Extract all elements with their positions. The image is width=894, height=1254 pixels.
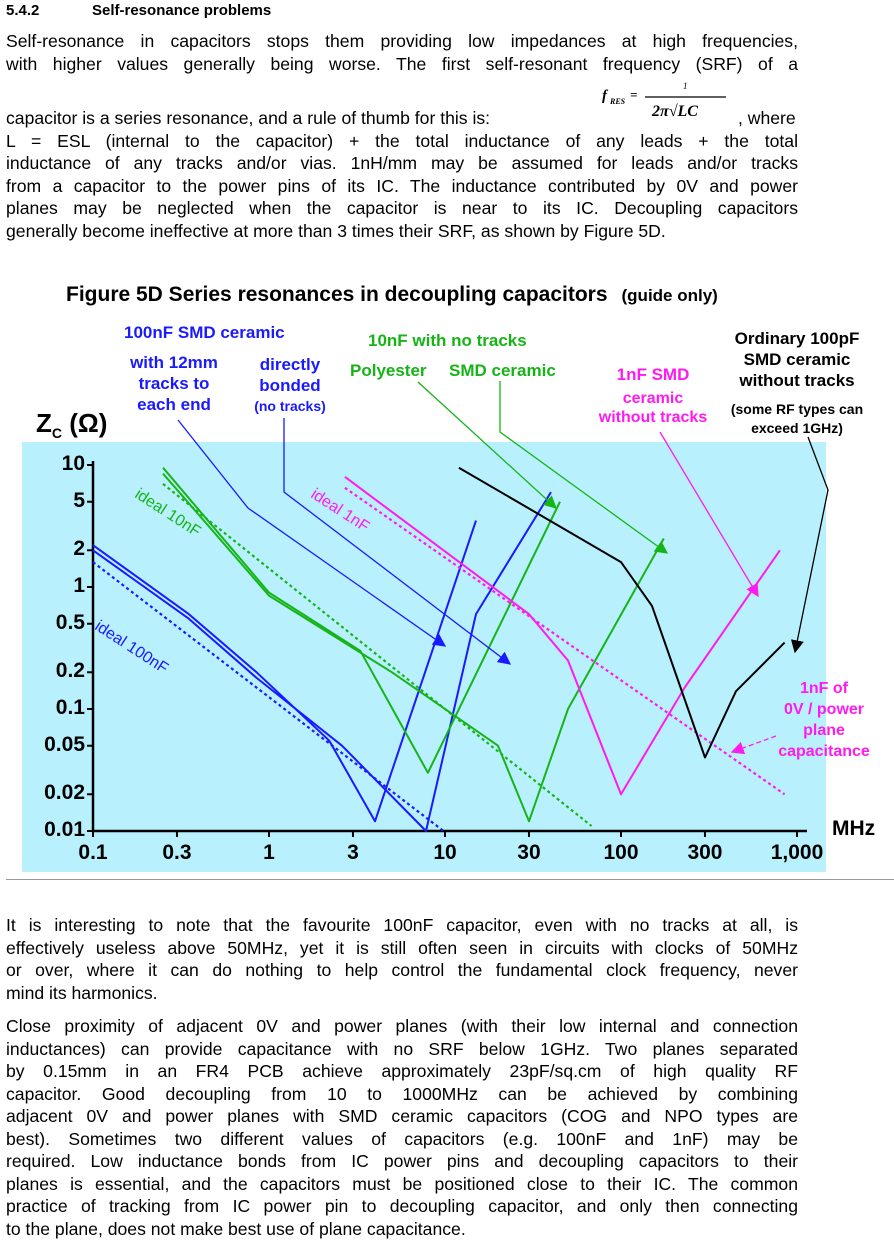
text-line: required. Low inductance bonds from IC power pins and decoupling capacitors to their — [6, 1151, 798, 1171]
ideal-100nF-label: ideal 100nF — [91, 617, 172, 678]
label-line: directly — [259, 355, 321, 374]
y-axis-label-sub: C — [51, 425, 63, 442]
y-tick-label: 0.1 — [55, 696, 85, 719]
text-line: It is interesting to note that the favourite 100nF capacitor, even with no tracks at all, is — [6, 915, 798, 935]
y-axis-label — [36, 408, 107, 448]
text-line: from a capacitor to the power pins of its IC. The inductance contributed by 0V and power — [6, 175, 798, 196]
text-line: effectively useless above 50MHz, yet it is still often seen in circuits with clocks of 50MHz — [6, 937, 798, 958]
label-line: SMD ceramic — [743, 350, 851, 369]
x-tick-label: 30 — [517, 841, 541, 864]
pointer-line — [418, 382, 556, 508]
text-line: or over, where it can do nothing to help control the fundamental clock frequency, never — [6, 960, 798, 980]
magenta-title: 1nF SMD — [616, 365, 690, 384]
divider — [6, 879, 894, 880]
figure-title-text: Figure 5D Series resonances in decoupling capacitors — [66, 283, 608, 306]
label-line: ceramic — [622, 390, 684, 407]
label-line: bonded — [259, 376, 321, 395]
blue-label-a — [116, 352, 232, 415]
pointer-line — [660, 432, 758, 596]
y-tick-label: 2 — [73, 537, 85, 561]
y-tick-label: 0.2 — [55, 659, 85, 683]
text-line: L = ESL (internal to the capacitor) + the total inductance of any leads + the total — [6, 130, 798, 151]
label-line: without tracks — [598, 409, 708, 426]
text-line: adjacent 0V and power planes with SMD ceramic capacitors (COG and NPO types are — [6, 1106, 798, 1126]
formula-sub: RES — [610, 97, 626, 106]
label-line: without tracks — [739, 371, 855, 390]
clock-paragraph — [6, 914, 798, 1004]
label-line: each end — [137, 395, 211, 414]
label-line: exceed 1GHz) — [751, 420, 843, 436]
magenta-sub — [588, 389, 718, 427]
text-line: to the plane, does not make best use of plane capacitance. — [6, 1218, 466, 1239]
text-line: best). Sometimes two different values of capacitors (e.g. 100nF and 1nF) may be — [6, 1128, 798, 1149]
where-text: , where — [738, 108, 796, 128]
x-tick-label: 0.1 — [78, 841, 108, 864]
y-tick-label: 0.05 — [44, 732, 85, 756]
series-line — [163, 474, 664, 822]
x-tick-label: 0.3 — [162, 841, 192, 864]
label-note: (no tracks) — [254, 398, 326, 414]
text-line: capacitor. Good decoupling from 10 to 1000MHz can be achieved by combining — [6, 1083, 798, 1104]
x-axis-label: MHz — [832, 817, 876, 840]
black-note — [722, 400, 872, 438]
label-line: Ordinary 100pF — [734, 329, 860, 348]
text-line: inductances) can provide capacitance with no SRF below 1GHz. Two planes separated — [6, 1038, 798, 1059]
section-title: Self-resonance problems — [92, 2, 272, 19]
label-line: tracks to — [138, 374, 210, 393]
text-line: inductance of any tracks and/or vias. 1nH/mm may be assumed for leads and/or tracks — [6, 153, 798, 173]
ideal-1nF-label: ideal 1nF — [307, 485, 373, 536]
section-number: 5.4.2 — [6, 2, 40, 19]
green-label-a: Polyester — [350, 361, 427, 380]
text-line: planes may be neglected when the capacitor is near to its IC. Decoupling capacitors — [6, 198, 798, 218]
blue-title: 100nF SMD ceramic — [124, 323, 285, 342]
text-line: with higher values generally being worse. The first self-resonant frequency (SRF) of a — [6, 53, 798, 74]
x-tick-label: 1,000 — [770, 841, 824, 864]
pointer-line — [795, 437, 828, 652]
x-tick-label: 10 — [433, 841, 457, 864]
text-line: Close proximity of adjacent 0V and power planes (with their low internal and connection — [6, 1016, 798, 1036]
figure-note: (guide only) — [621, 286, 718, 305]
text-line: practice of tracking from IC power pin to decoupling capacitor, and only then connecting — [6, 1196, 798, 1216]
label-line: 0V / power — [783, 701, 865, 718]
label-line: with 12mm — [130, 353, 218, 372]
formula-lhs: f — [602, 88, 607, 104]
text-line: planes is essential, and the capacitors must be positioned close to their IC. The common — [6, 1173, 798, 1194]
y-tick-label: 1 — [73, 574, 85, 597]
green-title: 10nF with no tracks — [368, 331, 527, 350]
green-label-b: SMD ceramic — [449, 361, 556, 380]
x-tick-label: 100 — [603, 841, 639, 864]
y-axis-unit: (Ω) — [69, 408, 108, 438]
x-tick-label: 1 — [263, 841, 275, 864]
text-line: generally become ineffective at more than 3 times their SRF, as shown by Figure 5D. — [6, 220, 666, 241]
y-tick-label: 0.02 — [44, 781, 85, 805]
plane-label — [764, 678, 884, 762]
black-label — [722, 328, 872, 391]
series-line — [163, 484, 592, 826]
y-axis-label-text: Z — [36, 408, 52, 438]
y-tick-label: 10 — [61, 452, 85, 475]
formula-numerator: 1 — [683, 81, 688, 91]
text-line: capacitor is a series resonance, and a rule of thumb for this is: — [6, 108, 491, 128]
formula-denominator: 2π√LC — [652, 103, 698, 120]
x-tick-label: 300 — [687, 841, 723, 864]
label-line: 1nF of — [800, 680, 848, 697]
y-tick-label: 0.5 — [55, 610, 85, 634]
label-line: capacitance — [778, 743, 870, 760]
y-tick-label: 5 — [73, 488, 85, 512]
label-line: (some RF types can — [730, 401, 864, 417]
series-line — [345, 488, 785, 795]
svg-text:=: = — [630, 87, 638, 102]
ideal-10nF-label: ideal 10nF — [131, 485, 204, 541]
text-line: mind its harmonics. — [6, 982, 158, 1003]
plane-paragraph — [6, 1015, 798, 1240]
label-line: plane — [803, 722, 845, 739]
y-tick-label: 0.01 — [44, 818, 85, 841]
blue-label-b — [240, 354, 340, 417]
text-line: Self-resonance in capacitors stops them providing low impedances at high frequencies, — [6, 31, 798, 51]
series-line — [93, 562, 444, 831]
text-line: by 0.15mm in an FR4 PCB achieve approximately 23pF/sq.cm of high quality RF — [6, 1061, 798, 1081]
x-tick-label: 3 — [347, 841, 359, 864]
